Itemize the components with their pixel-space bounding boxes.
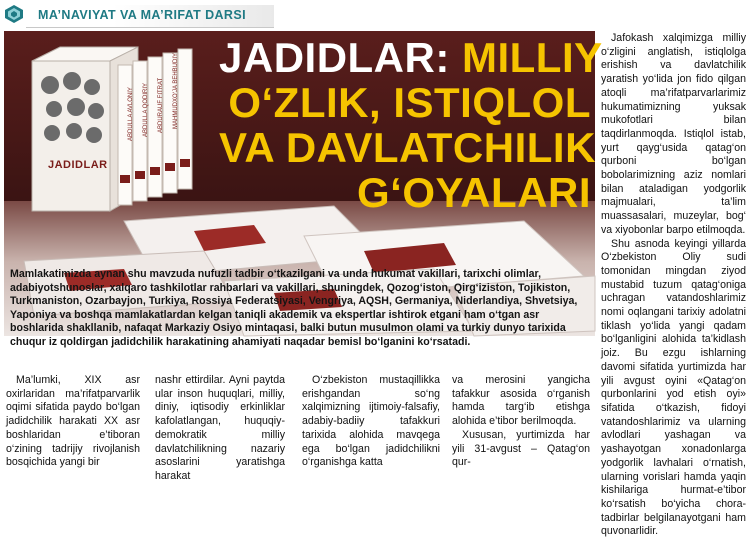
body-column-2-text: nashr ettirdilar. Ayni paytda ular inson huquqlari, milliy, diniy, iqtisodiy erkinliklar kafolatlangan, huquqiy-demokratik milliy davlatchilikning nazariy asoslarini yaratishga harakat: [155, 374, 285, 482]
headline-word-milliy: MILLIY: [462, 34, 603, 81]
emblem-icon: [4, 4, 24, 24]
body-column-4-text-1: va merosini yangicha tafakkur asosida o‘rganish hamda targ‘ib etishga alohida e’tibor berilmoqda.: [452, 374, 590, 428]
article-headline: [219, 34, 603, 216]
headline-line-2: O‘ZLIK, ISTIQLOL: [228, 79, 591, 126]
section-rubric: [0, 0, 283, 32]
rubric-label: MA’NAVIYAT VA MA’RIFAT DARSI: [38, 8, 246, 22]
headline-line-3: VA DAVLATCHILIK: [219, 124, 596, 171]
book-spine-4: MAHMUDXO‘JA BEHBUDIY: [173, 52, 179, 129]
book-spine-3: ABDURAUF FITRAT: [158, 77, 164, 133]
body-column-2: [155, 374, 285, 484]
hero-caption: Mamlakatimizda aynan shu mavzuda nufuzli tadbir o‘tkazilgani va unda hukumat vakillari, tarixchi olimlar, adabiyotshunoslar, xalqaro tashkilotlar rahbarlari va vakillari, shuningdek, Qozog‘iston, Qirg‘iziston, Tojikiston, Turkmaniston, Ozarbayjon, Turkiya, Rossiya Federatsiyasi, Vengriya, AQSH, Germaniya, Niderlandiya, Shvetsiya, Yaponiya va boshqa mamlakatlardan kelgan taniqli akademik va ekspertlar ishtirok etgani ham o‘tgan asr boshlarida shakllanib, nafaqat Markaziy Osiyo mintaqasi, balki butun musulmon olami va turkiy dunyo tarixida chuqur iz qoldirgan jadidchilik harakatining ahamiyati naqadar bemisl bo‘lganini ko‘rsatadi.: [10, 268, 578, 348]
book-spine-2: ABDULLA QODIRIY: [143, 82, 149, 137]
right-column: [601, 32, 746, 539]
body-column-1-text: Ma’lumki, XIX asr oxirlaridan ma’rifatparvarlik oqimi sifatida paydo bo‘lgan jadidchilik harakati XX asr boshlaridan e’tiboran o‘zining tadrijiy rivojlanish bosqichida yangi bir: [6, 374, 140, 469]
book-box-title: JADIDLAR: [48, 159, 108, 171]
headline-line-4: G‘OYALARI: [357, 169, 591, 216]
body-column-4: [452, 374, 590, 470]
hero-image: [4, 31, 603, 348]
headline-word-jadidlar: JADIDLAR:: [219, 34, 450, 81]
body-column-3-text: O‘zbekiston mustaqillikka erishgandan so‘ng xalqimizning ijtimoiy-falsafiy, adabiy-badiiy tafakkuri tarixida alohida mavqega ega bo‘lgan jadidchilikni o‘rganishga katta: [302, 374, 440, 469]
body-column-1: [6, 374, 140, 470]
body-column-4-text-2: Xususan, yurtimizda har yili 31-avgust – Qatag‘on qur-: [452, 428, 590, 469]
book-spine-1: ABDULLA AVLONIY: [128, 87, 134, 141]
right-column-paragraph-2: Shu asnoda keyingi yillarda O‘zbekiston Oliy sudi tomonidan mingdan ziyod mustabid tuzum qatag‘oniga uchragan vatandoshlarimiz nomi oqlangani tarixiy adolatni tiklash yo‘lida yangi qadam bo‘lganligini alohida ta’kidlash joiz. Bu ezgu ishlarning davomi sifatida yurtimizda har yili avgust oyini «Qatag‘on qurbonlarini yod etish oyi» sifatida o‘tkazish, fidoyi vatandoshlarimiz va ularning avlodlari yashagan va yashayotgan xonadonlarga yodgorlik lavhalari o‘rnatish, ularning vorislari hamda yaqin kishilariga hurmat-e’tibor ko‘rsatish bo‘yicha chora-tadbirlar belgilanayotgani ham quvonarlidir.: [601, 237, 746, 538]
body-column-3: [302, 374, 440, 470]
headline-line-1: [219, 34, 603, 81]
right-column-paragraph-1: Jafokash xalqimizga milliy o‘zligini anglatish, istiqlolga erishish va davlatchilik yaratish yo‘lida jon fido qilgan atoqli ma’rifatparvarlarimiz hukumatimizning yuksak mukofotlari bilan taqdirlanmoqda. Istiqlol istab, yurt qayg‘usida qatag‘on qurboni bo‘lgan bobolarimizning aziz nomlari bilan ataladigan yodgorlik majmualari, ta’lim muassasalari, muzeylar, bog‘ va xiyobonlar barpo etilmoqda.: [601, 32, 746, 236]
